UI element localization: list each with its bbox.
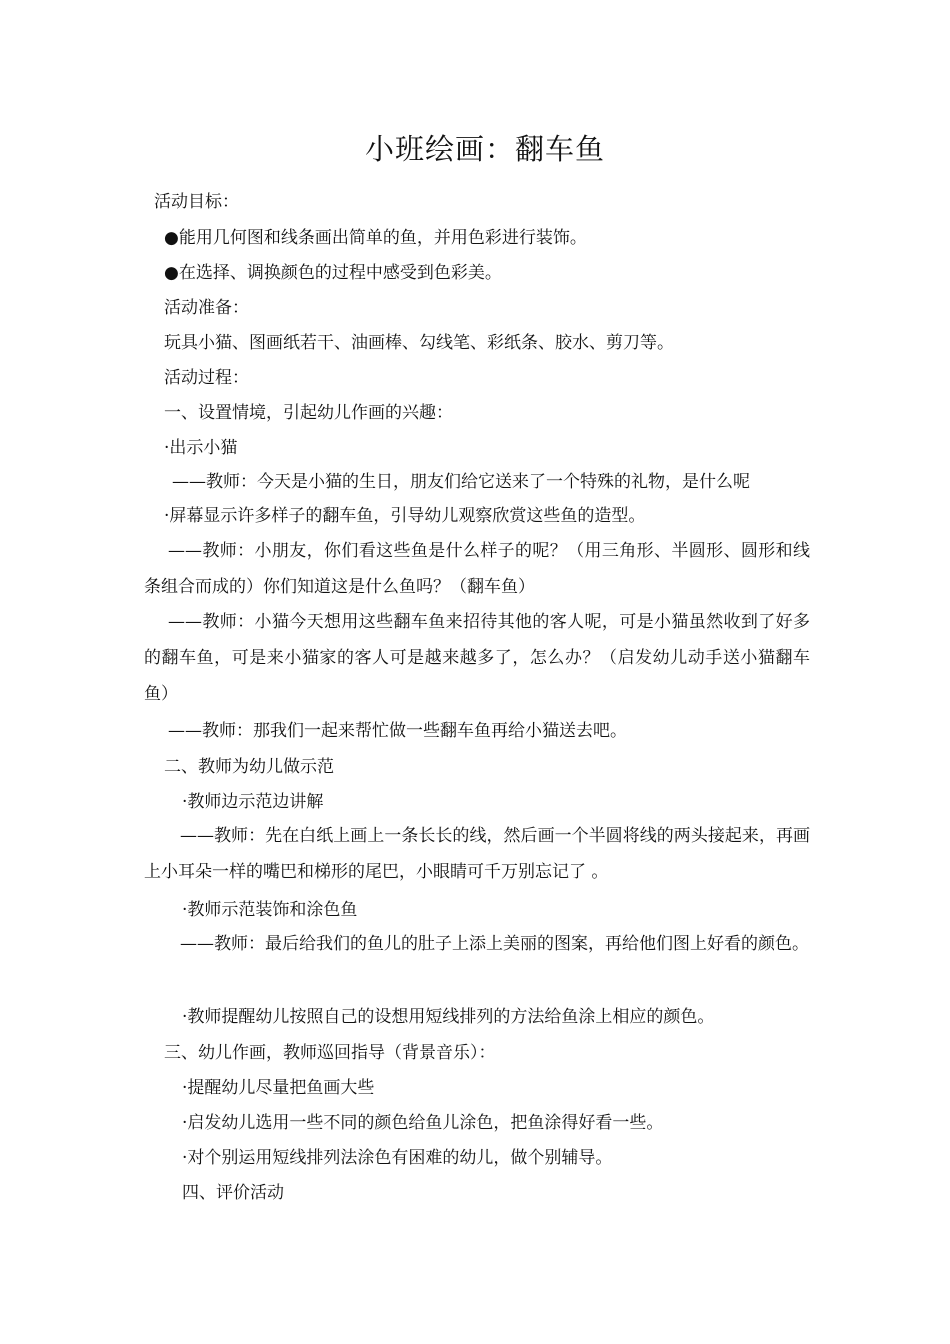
dialogue-paragraph: ——教师：今天是小猫的生日，朋友们给它送来了一个特殊的礼物，是什么呢 [172,472,750,492]
section-heading-process: 活动过程： [164,368,249,388]
preparation-text: 玩具小猫、图画纸若干、油画棒、勾线笔、彩纸条、胶水、剪刀等。 [164,333,674,353]
document-title: 小班绘画：翻车鱼 [364,132,605,166]
bullet-item: ·教师边示范边讲解 [182,792,324,812]
step-heading: 三、幼儿作画，教师巡回指导（背景音乐）： [164,1043,496,1063]
dialogue-paragraph: ——教师：小朋友，你们看这些鱼是什么样子的呢？（用三角形、半圆形、圆形和线条组合而成的）你们知道这是什么鱼吗？（翻车鱼） [144,541,810,597]
goal-item: ●能用几何图和线条画出简单的鱼，并用色彩进行装饰。 [164,228,587,248]
dialogue-paragraph: ——教师：那我们一起来帮忙做一些翻车鱼再给小猫送去吧。 [168,721,627,741]
dialogue-paragraph: ——教师：最后给我们的鱼儿的肚子上添上美丽的图案，再给他们图上好看的颜色。 [180,934,809,954]
section-heading-preparation: 活动准备： [164,298,249,318]
bullet-item: ·提醒幼儿尽量把鱼画大些 [182,1078,375,1098]
bullet-item: ·对个别运用短线排列法涂色有困难的幼儿，做个别辅导。 [182,1148,613,1168]
bullet-item: ·屏幕显示许多样子的翻车鱼，引导幼儿观察欣赏这些鱼的造型。 [164,506,646,526]
bullet-item: ·教师示范装饰和涂色鱼 [182,900,358,920]
dialogue-paragraph: ——教师：先在白纸上画上一条长长的线，然后画一个半圆将线的两头接起来，再画上小耳朵一样的嘴巴和梯形的尾巴，小眼睛可千万别忘记了 。 [144,826,810,882]
section-heading-goals: 活动目标： [154,192,239,212]
goal-item: ●在选择、调换颜色的过程中感受到色彩美。 [164,263,502,283]
bullet-item: ·教师提醒幼儿按照自己的设想用短线排列的方法给鱼涂上相应的颜色。 [182,1007,715,1027]
bullet-item: ·出示小猫 [164,438,238,458]
step-heading: 二、教师为幼儿做示范 [164,757,334,777]
bullet-item: ·启发幼儿选用一些不同的颜色给鱼儿涂色，把鱼涂得好看一些。 [182,1113,664,1133]
dialogue-paragraph: ——教师：小猫今天想用这些翻车鱼来招待其他的客人呢，可是小猫虽然收到了好多的翻车鱼，可是来小猫家的客人可是越来越多了，怎么办？（启发幼儿动手送小猫翻车鱼） [144,612,810,704]
step-heading: 四、评价活动 [182,1183,284,1203]
step-heading: 一、设置情境，引起幼儿作画的兴趣： [164,403,453,423]
